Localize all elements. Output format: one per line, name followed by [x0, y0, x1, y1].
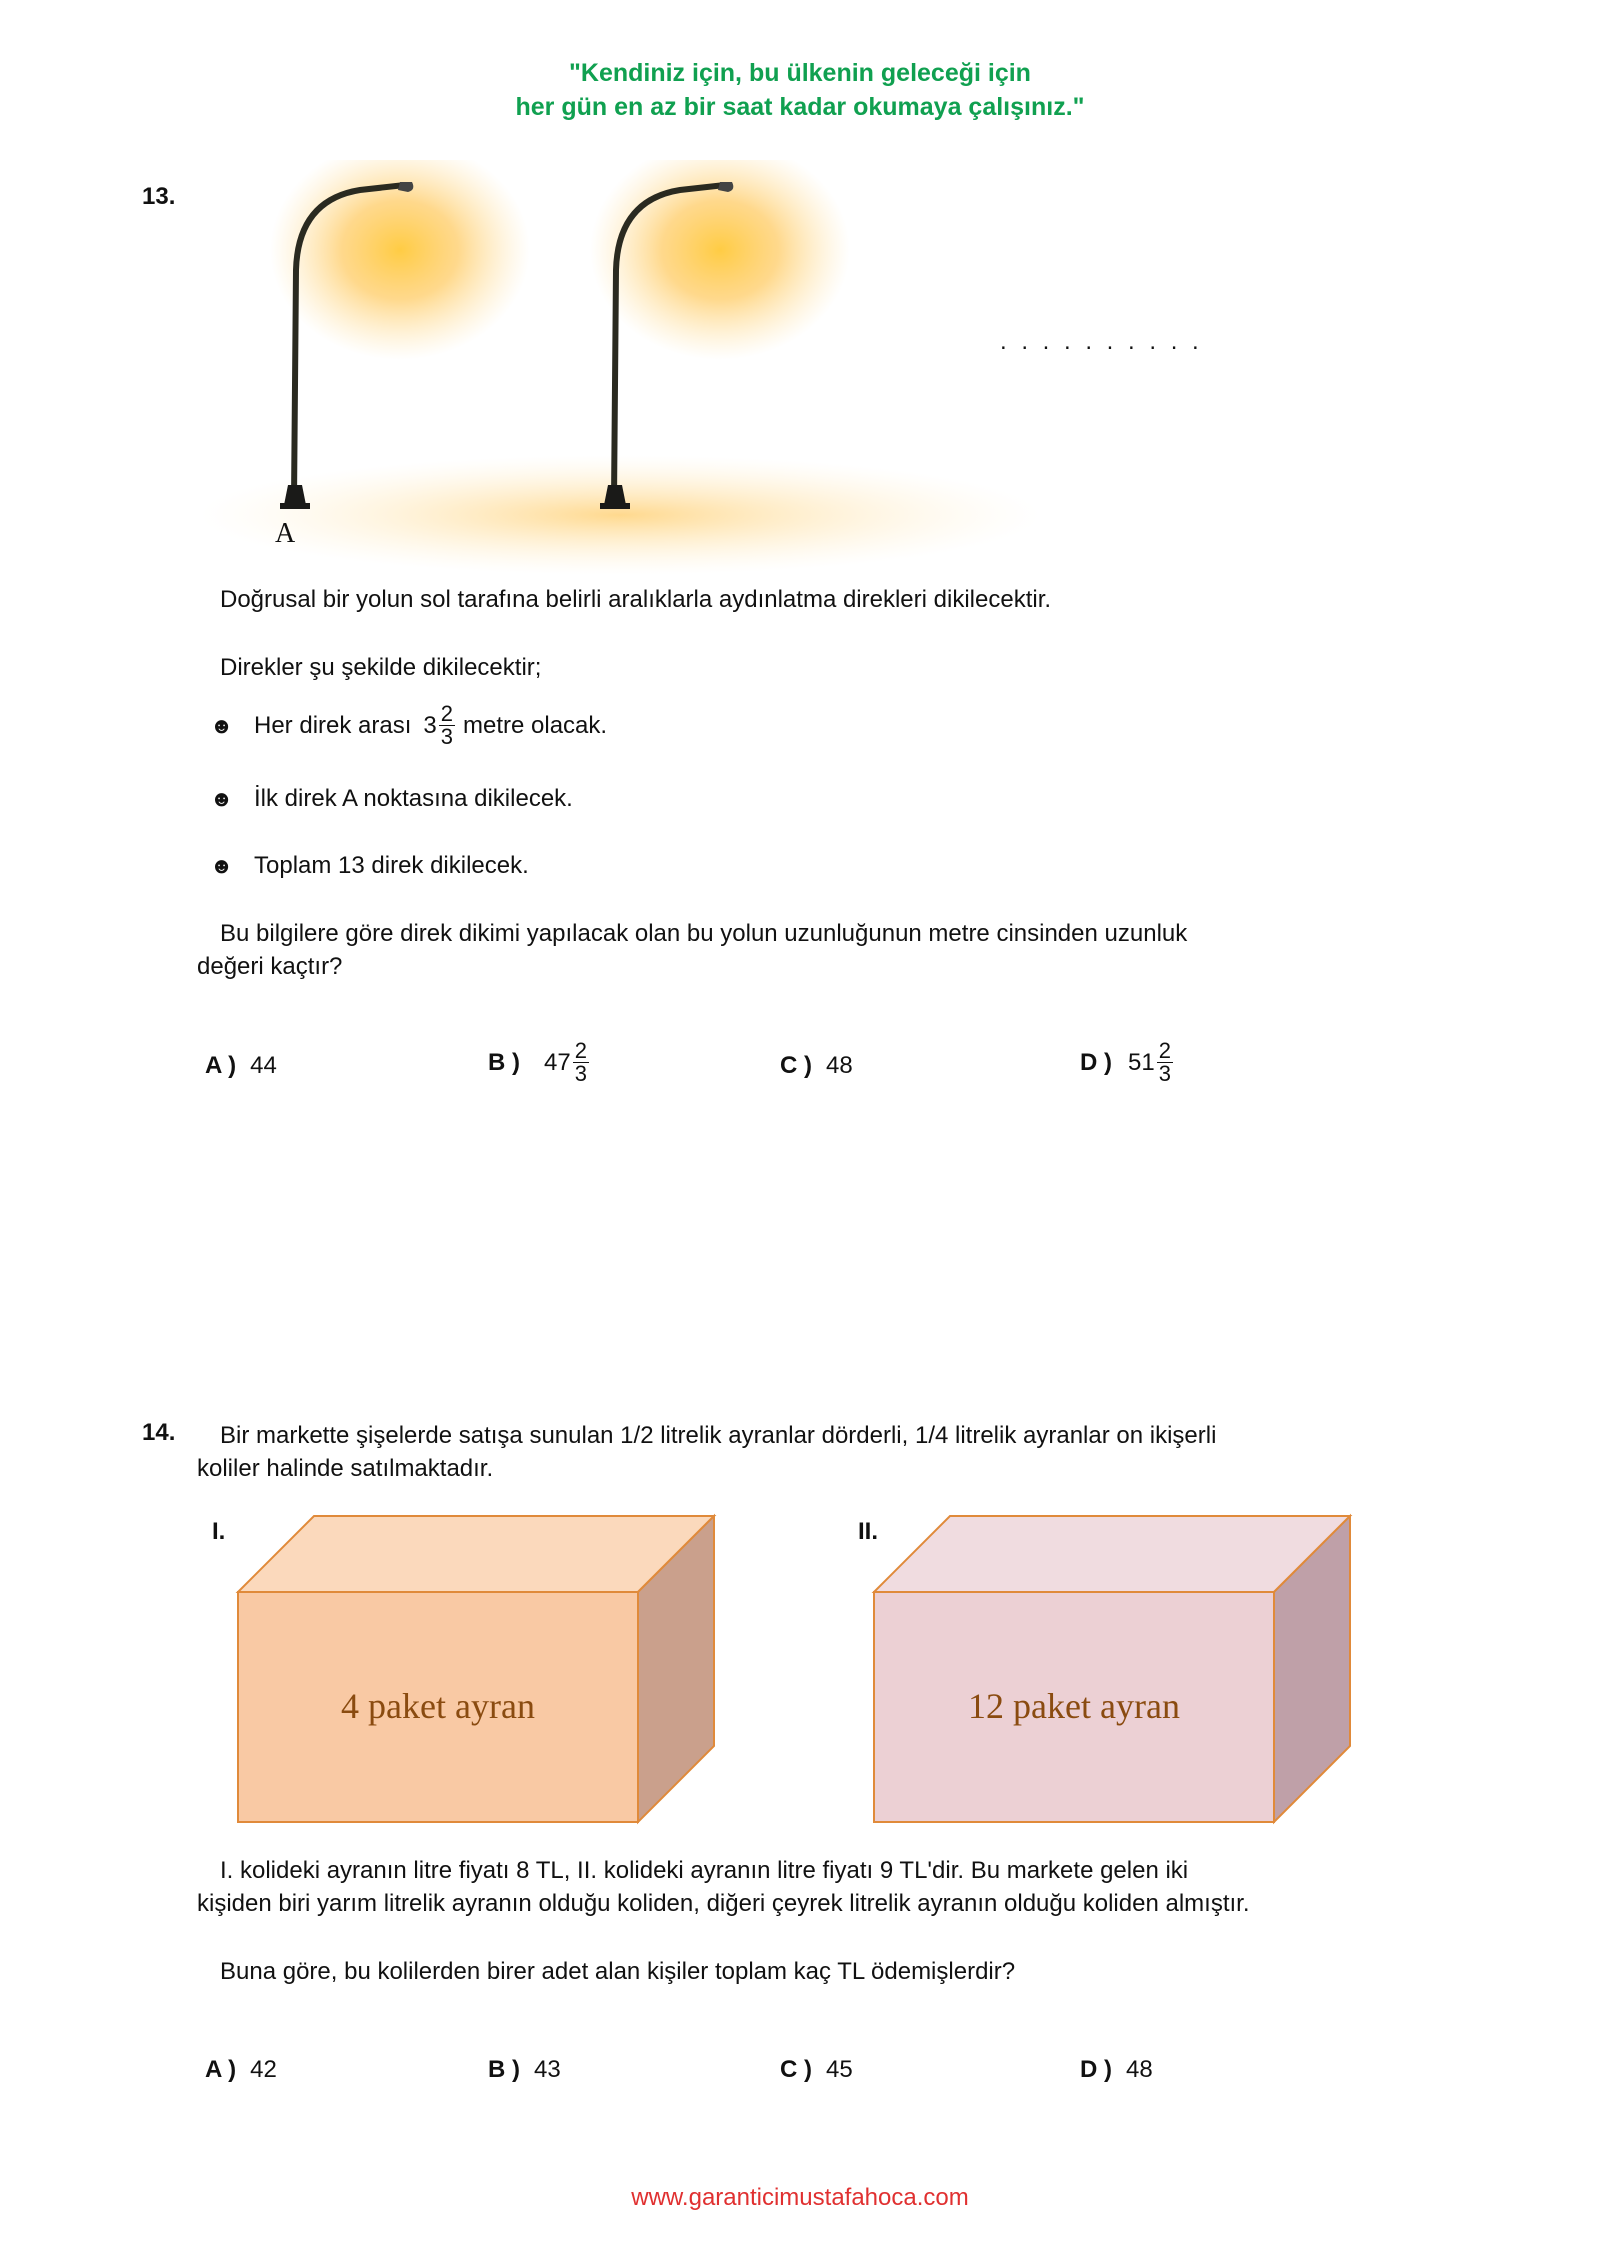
smiley-bullet-icon: ☻: [210, 785, 234, 811]
option-b-fraction: [573, 1040, 589, 1085]
option-d-numerator: 2: [1158, 1038, 1171, 1063]
question-13-number: 13.: [142, 183, 176, 210]
ground-light-glow: [200, 455, 1040, 575]
bullet-1-text-post: metre olacak.: [463, 712, 608, 739]
street-lamp-1: [270, 160, 530, 509]
q14-option-a[interactable]: [205, 2056, 277, 2084]
option-a-label: A ): [205, 1052, 237, 1079]
option-d-whole: 51: [1128, 1048, 1155, 1076]
box-2-illustration: [866, 1510, 1366, 1830]
footer-url-link[interactable]: www.garanticimustafahoca.com: [631, 2184, 969, 2211]
q13-bullet-3: [210, 849, 529, 882]
box-1-text: 4 paket ayran: [341, 1686, 535, 1726]
option-b-value: 43: [534, 2056, 561, 2083]
bullet-1-denominator: 3: [440, 724, 453, 749]
q13-option-d[interactable]: [1080, 1040, 1173, 1085]
option-b-label: B ): [488, 1048, 520, 1076]
point-a-label: A: [275, 518, 296, 549]
bullet-2-text: İlk direk A noktasına dikilecek.: [254, 785, 573, 812]
option-c-value: 45: [826, 2056, 853, 2083]
option-a-value: 44: [250, 1052, 277, 1079]
q13-option-b[interactable]: [488, 1040, 589, 1085]
option-a-label: A ): [205, 2056, 237, 2083]
option-d-label: D ): [1080, 1048, 1112, 1076]
box-1-illustration: [230, 1510, 730, 1830]
box-2-text: 12 paket ayran: [968, 1686, 1180, 1726]
q13-bullet-2: [210, 782, 573, 815]
q13-paragraph-1: Doğrusal bir yolun sol tarafına belirli aralıklarla aydınlatma direkleri dikilecektir.: [220, 586, 1052, 613]
smiley-bullet-icon: ☻: [210, 852, 234, 878]
bullet-1-text-pre: Her direk arası: [254, 712, 412, 739]
option-c-label: C ): [780, 2056, 812, 2083]
header-quote-line1: "Kendiniz için, bu ülkenin geleceği için: [569, 59, 1031, 87]
q14-option-d[interactable]: [1080, 2056, 1153, 2084]
option-b-denominator: 3: [574, 1061, 587, 1086]
option-a-value: 42: [250, 2056, 277, 2083]
option-b-label: B ): [488, 2056, 520, 2083]
q13-question-line2: değeri kaçtır?: [197, 953, 343, 980]
q13-option-c[interactable]: [780, 1052, 853, 1080]
box-2-label: II.: [858, 1518, 879, 1545]
q13-bullet-1: [210, 703, 607, 748]
q14-intro-line1: Bir markette şişelerde satışa sunulan 1/2 litrelik ayranlar dörderli, 1/4 litrelik ayranlar on ikişerli: [220, 1422, 1217, 1449]
option-d-denominator: 3: [1158, 1061, 1171, 1086]
header-quote-line2: her gün en az bir saat kadar okumaya çalışınız.": [515, 93, 1085, 121]
question-14-number: 14.: [142, 1419, 176, 1446]
option-d-label: D ): [1080, 2056, 1112, 2083]
q13-paragraph-2: Direkler şu şekilde dikilecektir;: [220, 654, 542, 681]
q13-option-a[interactable]: [205, 1052, 277, 1080]
q13-question-line1: Bu bilgilere göre direk dikimi yapılacak olan bu yolun uzunluğunun metre cinsinden uzunluk: [220, 920, 1188, 947]
q14-paragraph-line2: kişiden biri yarım litrelik ayranın olduğu koliden, diğeri çeyrek litrelik ayranın olduğu koliden almıştır.: [197, 1890, 1250, 1917]
q14-intro-line2: koliler halinde satılmaktadır.: [197, 1455, 494, 1482]
bullet-1-numerator: 2: [440, 701, 453, 726]
bullet-3-text: Toplam 13 direk dikilecek.: [254, 852, 529, 879]
option-b-whole: 47: [544, 1048, 571, 1076]
option-b-numerator: 2: [574, 1038, 587, 1063]
q14-question: Buna göre, bu kolilerden birer adet alan kişiler toplam kaç TL ödemişlerdir?: [220, 1958, 1016, 1985]
smiley-bullet-icon: ☻: [210, 712, 234, 738]
continuation-dots: . . . . . . . . . .: [1000, 328, 1203, 355]
q14-option-c[interactable]: [780, 2056, 853, 2084]
q14-option-b[interactable]: [488, 2056, 561, 2084]
option-c-value: 48: [826, 1052, 853, 1079]
bullet-1-fraction: [439, 703, 455, 748]
option-d-fraction: [1157, 1040, 1173, 1085]
box-1-label: I.: [212, 1518, 226, 1545]
q14-paragraph-line1: I. kolideki ayranın litre fiyatı 8 TL, II. kolideki ayranın litre fiyatı 9 TL'dir. Bu markete gelen iki: [220, 1857, 1189, 1884]
street-lamps-illustration: [200, 160, 1080, 580]
bullet-1-whole: 3: [423, 712, 437, 739]
option-c-label: C ): [780, 1052, 812, 1079]
option-d-value: 48: [1126, 2056, 1153, 2083]
